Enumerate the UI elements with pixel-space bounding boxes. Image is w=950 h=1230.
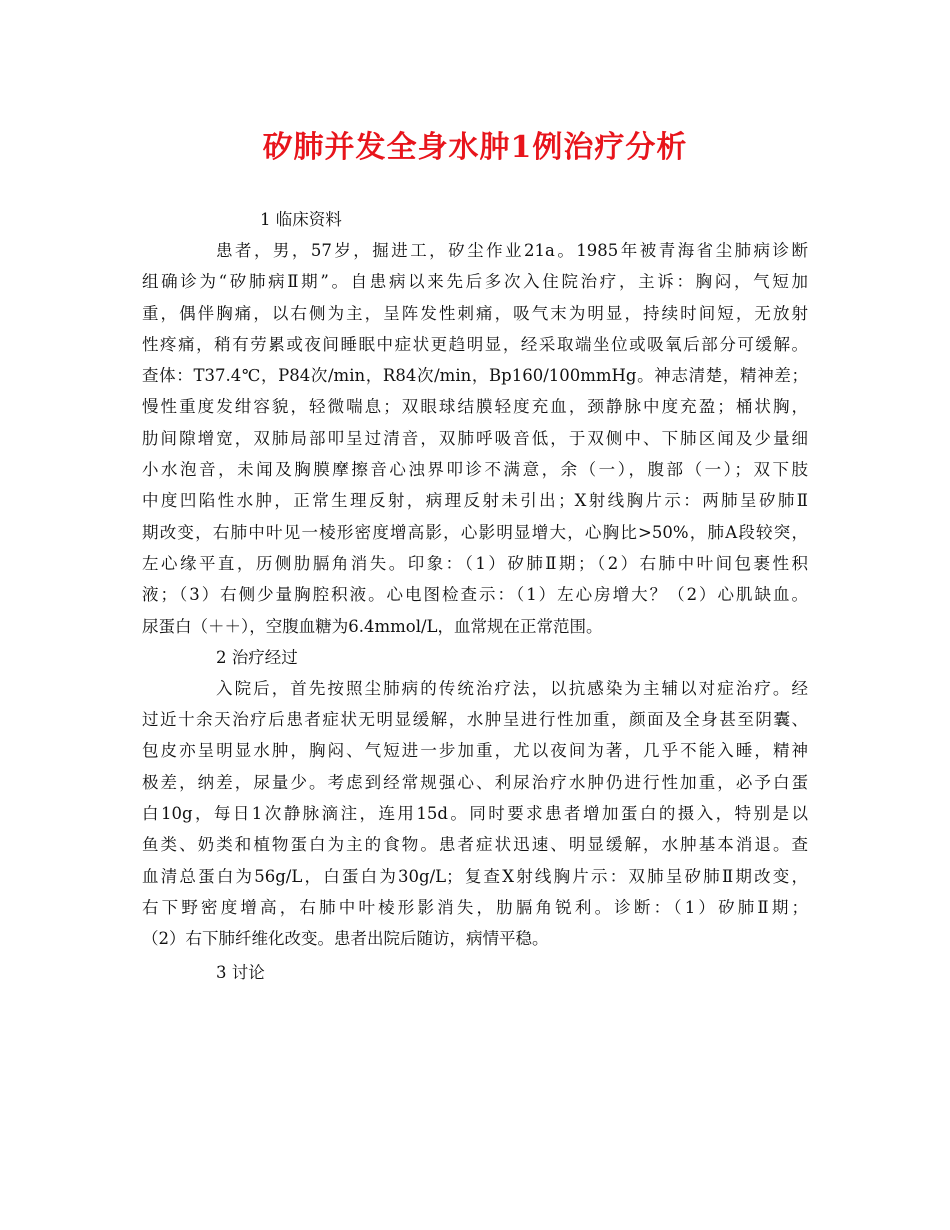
section-heading-clinical-data: 1 临床资料 xyxy=(260,210,342,229)
paragraph-line: 入院后，首先按照尘肺病的传统治疗法，以抗感染为主辅以对症治疗。经 xyxy=(216,678,808,698)
paragraph-line: 肋间隙增宽，双肺局部叩呈过清音，双肺呼吸音低，于双侧中、下肺区闻及少量细 xyxy=(142,428,808,448)
paragraph-line: 重，偶伴胸痛，以右侧为主，呈阵发性刺痛，吸气末为明显，持续时间短，无放射 xyxy=(142,303,808,323)
paragraph-line: 左心缘平直，历侧肋膈角消失。印象：（1）矽肺Ⅱ期；（2）右肺中叶间包裹性积 xyxy=(142,553,808,573)
paragraph-line: 患者，男，57岁，掘进工，矽尘作业21a。1985年被青海省尘肺病诊断 xyxy=(216,241,808,260)
section-heading-treatment: 2 治疗经过 xyxy=(216,647,298,667)
paragraph-line: 包皮亦呈明显水肿，胸闷、气短进一步加重，尤以夜间为著，几乎不能入睡，精神 xyxy=(142,741,808,761)
paragraph-line: 血清总蛋白为56g/L，白蛋白为30g/L；复查X射线胸片示：双肺呈矽肺Ⅱ期改变， xyxy=(142,866,808,886)
paragraph-line: 小水泡音，未闻及胸膜摩擦音心浊界叩诊不满意，余（一），腹部（一）；双下肢 xyxy=(142,460,808,480)
paragraph-line: 液；（3）右侧少量胸腔积液。心电图检查示：（1）左心房增大？（2）心肌缺血。 xyxy=(142,585,808,605)
paragraph-line: 尿蛋白（＋＋），空腹血糖为6.4mmol/L，血常规在正常范围。 xyxy=(142,616,603,636)
paragraph-line: 慢性重度发绀容貌，轻微喘息；双眼球结膜轻度充血，颈静脉中度充盈；桶状胸， xyxy=(142,397,808,417)
document-body xyxy=(142,204,808,988)
paragraph-line: 右下野密度增高，右肺中叶棱形影消失，肋膈角锐利。诊断：（1）矽肺Ⅱ期； xyxy=(142,897,808,917)
document-title: 矽肺并发全身水肿1例治疗分析 xyxy=(262,130,688,165)
paragraph-line: 组确诊为“矽肺病Ⅱ期”。自患病以来先后多次入住院治疗，主诉：胸闷，气短加 xyxy=(142,272,808,292)
paragraph-line: 查体：T37.4℃，P84次/min，R84次/min，Bp160/100mmHg。神志清楚，精神差； xyxy=(142,366,808,386)
section-heading-discussion: 3 讨论 xyxy=(216,962,265,982)
paragraph-line: 中度凹陷性水肿，正常生理反射，病理反射未引出；X射线胸片示：两肺呈矽肺Ⅱ xyxy=(142,491,808,511)
paragraph-line: 期改变，右肺中叶见一棱形密度增高影，心影明显增大，心胸比>50%，肺A段较突， xyxy=(142,522,808,542)
section-body-treatment xyxy=(142,673,808,955)
paragraph-line: 过近十余天治疗后患者症状无明显缓解，水肿呈进行性加重，颜面及全身甚至阴囊、 xyxy=(142,710,808,730)
paragraph-line: 性疼痛，稍有劳累或夜间睡眠中症状更趋明显，经采取端坐位或吸氧后部分可缓解。 xyxy=(142,334,808,354)
paragraph-line: （2）右下肺纤维化改变。患者出院后随访，病情平稳。 xyxy=(142,929,549,949)
paragraph-line: 鱼类、奶类和植物蛋白为主的食物。患者症状迅速、明显缓解，水肿基本消退。查 xyxy=(142,835,808,855)
paragraph-line: 白10g，每日1次静脉滴注，连用15d。同时要求患者增加蛋白的摄入，特别是以 xyxy=(142,804,808,824)
section-body-clinical-data xyxy=(142,235,808,642)
paragraph-line: 极差，纳差，尿量少。考虑到经常规强心、利尿治疗水肿仍进行性加重，必予白蛋 xyxy=(142,772,808,792)
